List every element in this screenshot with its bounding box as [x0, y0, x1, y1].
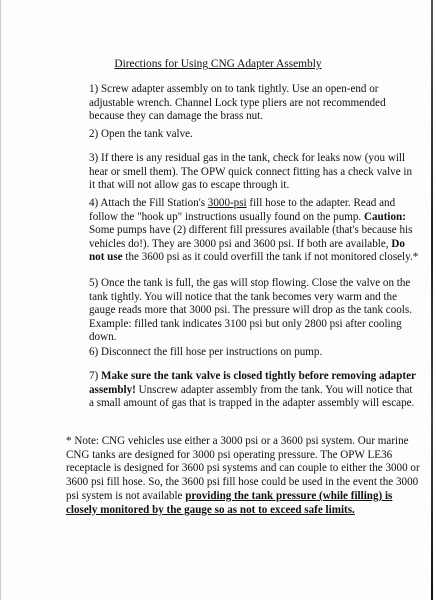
step-4-text-b: fill hose to the adapter. Read and follow the "hook up" instructions usually found on the pump. — [89, 197, 396, 223]
step-1: 1) Screw adapter assembly on to tank tightly. Use an open-end or adjustable wrench. Channel Lock type pliers are not recommended because they can damage the brass nut. — [89, 83, 386, 123]
step-4-caution: Caution: — [363, 210, 406, 223]
step-4-hose-pressure: 3000-psi — [207, 197, 247, 209]
footnote-text: * Note: CNG vehicles use either a 3000 psi or a 3600 psi system. Our marine CNG tanks are designed for 3000 psi operating pressure. The OPW LE36 receptacle is designed for 3600 psi systems and can couple to either the 3000 or 3600 psi fill hose. So, the 3600 psi fill hose could be used in the event the 3000 psi system is not available — [66, 435, 420, 502]
step-6: 6) Disconnect the fill hose per instructions on pump. — [89, 346, 323, 358]
step-7-number: 7) — [89, 370, 102, 382]
scan-edge-left — [0, 0, 1, 600]
step-7-warning: Make sure the tank valve is closed tightly before removing adapter assembly! — [89, 370, 416, 396]
step-4-do-not-use: Do not use — [89, 237, 405, 264]
step-3: 3) If there is any residual gas in the tank, check for leaks now (you will hear or smell them). The OPW quick connect fitting has a check valve in it that will not allow gas to escape through it. — [89, 152, 413, 192]
footnote — [66, 435, 422, 517]
step-7 — [89, 370, 419, 411]
step-2: 2) Open the tank valve. — [89, 128, 193, 140]
step-4-text-d: the 3600 psi as it could overfill the tank if not monitored closely.* — [122, 251, 419, 264]
footnote-emphasis: providing the tank pressure (while filling) is closely monitored by the gauge so as not to exceed safe limits. — [66, 489, 393, 516]
step-5: 5) Once the tank is full, the gas will stop flowing. Close the valve on the tank tightly. You will notice that the tank becomes very warm and the gauge reads more that 3000 psi. The pressure will drop as the tank cools. Example: filled tank indicates 3100 psi but only 2800 psi after cooling down. — [89, 277, 412, 344]
step-4-text-c: Some pumps have (2) different fill pressures available (that's because his vehicles do!). They are 3000 psi and 3600 psi. If both are available, — [89, 224, 413, 250]
step-4 — [89, 197, 419, 265]
step-4-text-a: 4) Attach the Fill Station's — [89, 197, 208, 209]
scan-edge-right — [431, 0, 433, 600]
page-title: Directions for Using CNG Adapter Assembly — [114, 58, 322, 70]
step-7-text: Unscrew adapter assembly from the tank. You will notice that a small amount of gas that is trapped in the adapter assembly will escape. — [89, 383, 415, 410]
